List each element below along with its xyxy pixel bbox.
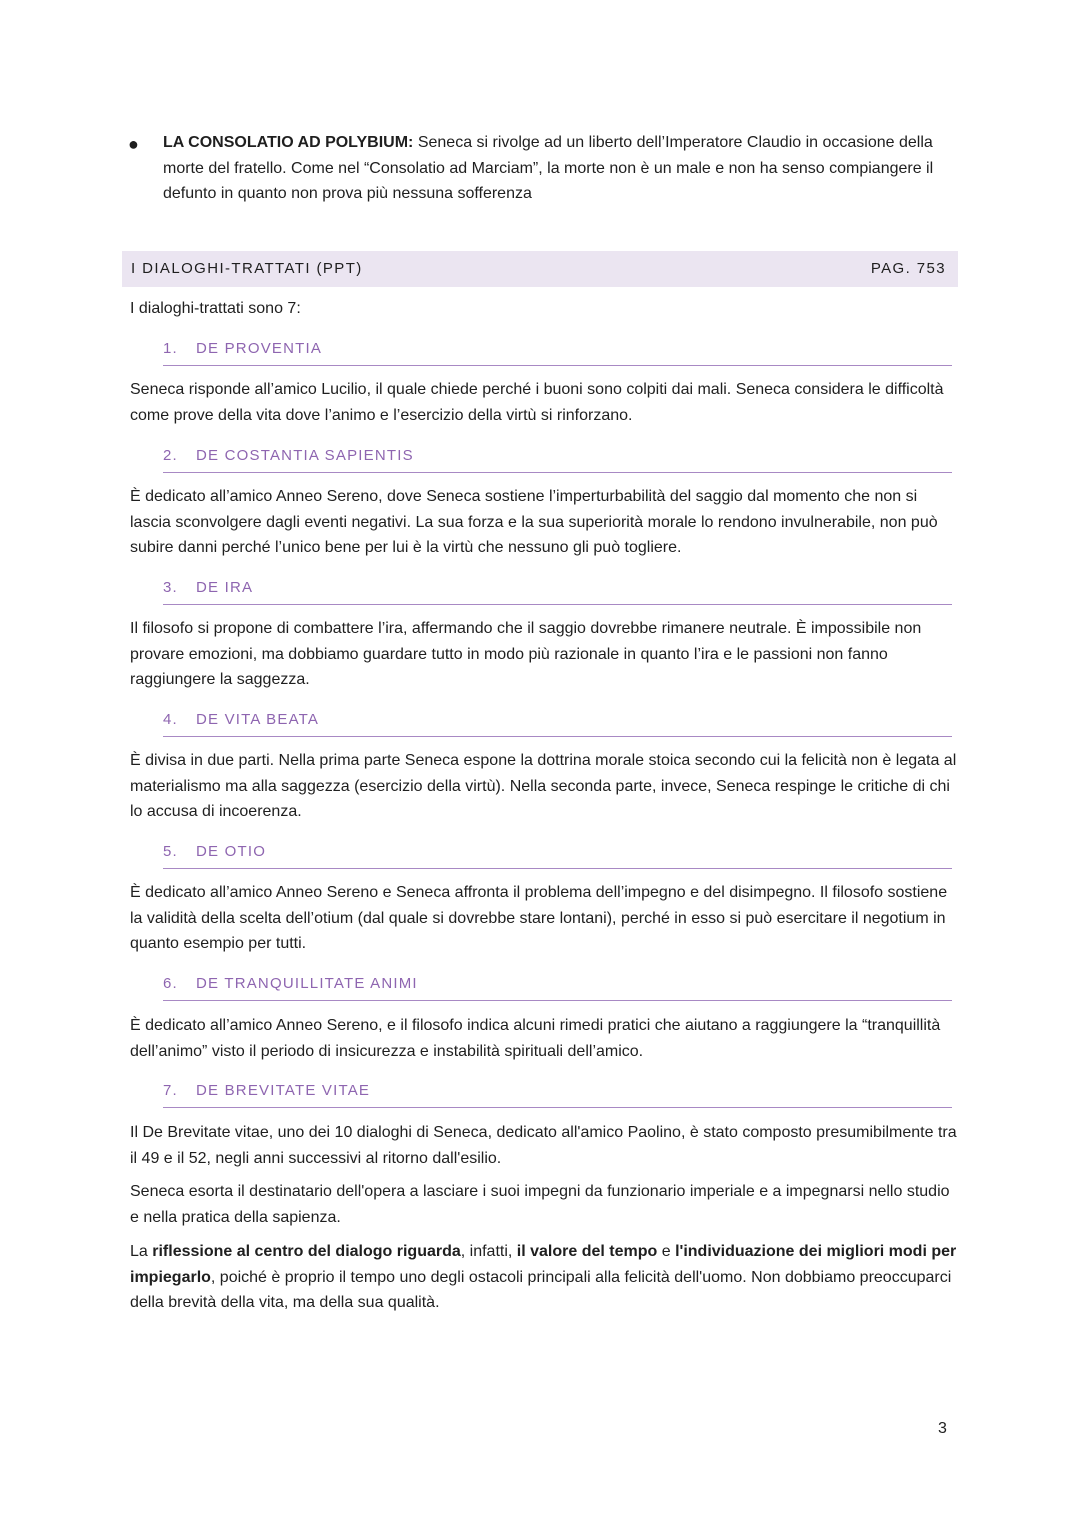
dialogue-number: 1. bbox=[163, 340, 178, 357]
section-title: I DIALOGHI-TRATTATI (PPT) bbox=[131, 260, 363, 277]
dialogue-title: DE VITA BEATA bbox=[196, 711, 320, 728]
dialogue-number: 6. bbox=[163, 975, 178, 992]
dialogue-heading-2 bbox=[163, 447, 952, 473]
dialogue-text-1: Seneca risponde all’amico Lucilio, il quale chiede perché i buoni sono colpiti dai mali. Seneca considera le difficoltà come prove della vita dove l’animo e l’esercizio della virtù si rinforzano. bbox=[130, 381, 944, 424]
dialogue-heading-3 bbox=[163, 579, 952, 605]
dialogue-number: 2. bbox=[163, 447, 178, 464]
page-number: 3 bbox=[938, 1420, 947, 1437]
dialogue-number: 7. bbox=[163, 1082, 178, 1099]
dialogue-heading-7 bbox=[163, 1082, 952, 1108]
intro-text: I dialoghi-trattati sono 7: bbox=[130, 300, 301, 317]
consolatio-title: LA CONSOLATIO AD POLYBIUM: bbox=[163, 134, 414, 151]
dialogue-heading-5 bbox=[163, 843, 952, 869]
dialogue-number: 4. bbox=[163, 711, 178, 728]
consolatio-text bbox=[163, 130, 958, 207]
dialogue-title: DE IRA bbox=[196, 579, 254, 596]
dialogue-title: DE COSTANTIA SAPIENTIS bbox=[196, 447, 414, 464]
dialogue-title: DE PROVENTIA bbox=[196, 340, 323, 357]
dialogue-title: DE OTIO bbox=[196, 843, 267, 860]
text-run: , infatti, bbox=[460, 1243, 517, 1260]
bold-run: riflessione al centro del dialogo riguarda bbox=[152, 1243, 461, 1260]
dialogue-number: 3. bbox=[163, 579, 178, 596]
dialogue-heading-6 bbox=[163, 975, 952, 1001]
text-run: La bbox=[130, 1243, 153, 1260]
dialogue-text-4: È divisa in due parti. Nella prima parte Seneca espone la dottrina morale stoica secondo cui la felicità non è legata al materialismo ma alla saggezza (esercizio della virtù). Nella seconda parte, invece, Seneca respinge le critiche di chi lo accusa di incoerenza. bbox=[130, 752, 957, 820]
dialogue-text-6: È dedicato all’amico Anneo Sereno, e il filosofo indica alcuni rimedi pratici che aiutano a raggiungere la “tranquillità dell’animo” visto il periodo di insicurezza e instabilità spirituali dell’amico. bbox=[130, 1017, 941, 1060]
bullet-icon: ● bbox=[128, 134, 139, 154]
dialogue-text-5: È dedicato all’amico Anneo Sereno e Seneca affronta il problema dell’impegno e del disimpegno. Il filosofo sostiene la validità della scelta dell’otium (dal quale si dovrebbe stare lontani), perché in esso si può esercitare il negotium in quanto esempio per tutti. bbox=[130, 884, 948, 952]
bold-run: il valore del tempo bbox=[516, 1243, 658, 1260]
dialogue-title: DE BREVITATE VITAE bbox=[196, 1082, 371, 1099]
dialogue-text-7: Il De Brevitate vitae, uno dei 10 dialoghi di Seneca, dedicato all'amico Paolino, è stato composto presumibilmente tra il 49 e il 52, negli anni successivi al ritorno dall'esilio. bbox=[130, 1124, 957, 1167]
dialogue-heading-1 bbox=[163, 340, 952, 366]
section-header bbox=[122, 251, 958, 287]
dialogue-title: DE TRANQUILLITATE ANIMI bbox=[196, 975, 418, 992]
section-page-ref: PAG. 753 bbox=[870, 260, 946, 277]
consolatio-bullet bbox=[128, 130, 958, 207]
text-run: , poiché è proprio il tempo uno degli ostacoli principali alla felicità dell'uomo. Non dobbiamo preoccuparci della brevità della vita, ma della sua qualità. bbox=[130, 1268, 952, 1311]
dialogue-text-3: Il filosofo si propone di combattere l’ira, affermando che il saggio dovrebbe rimanere neutrale. È impossibile non provare emozioni, ma dobbiamo guardare tutto in modo più razionale in quanto l’ira e le passioni non fanno raggiungere la saggezza. bbox=[130, 620, 922, 688]
consolatio-body: Seneca si rivolge ad un liberto dell’Imperatore Claudio in occasione della morte del fratello. Come nel “Consolatio ad Marciam”, la morte non è un male e non ha senso compiangere il defunto in quanto non prova più nessuna sofferenza bbox=[163, 134, 934, 202]
dialogue-number: 5. bbox=[163, 843, 178, 860]
dialogue-text-2: È dedicato all’amico Anneo Sereno, dove Seneca sostiene l’imperturbabilità del saggio dal momento che non si lascia sconvolgere dagli eventi negativi. La sua forza e la sua superiorità morale lo rendono invulnerabile, non può subire danni perché l’unico bene per lui è la virtù che nessuno gli può togliere. bbox=[130, 488, 938, 556]
text-run: e bbox=[657, 1243, 676, 1260]
bold-run: l'individuazione dei migliori modi per impiegarlo bbox=[130, 1243, 957, 1286]
dialogue-heading-4 bbox=[163, 711, 952, 737]
brevitate-paragraph-2: Seneca esorta il destinatario dell'opera a lasciare i suoi impegni da funzionario imperiale e a impegnarsi nello studio e nella pratica della sapienza. bbox=[130, 1183, 950, 1226]
brevitate-paragraph-3 bbox=[130, 1239, 960, 1316]
